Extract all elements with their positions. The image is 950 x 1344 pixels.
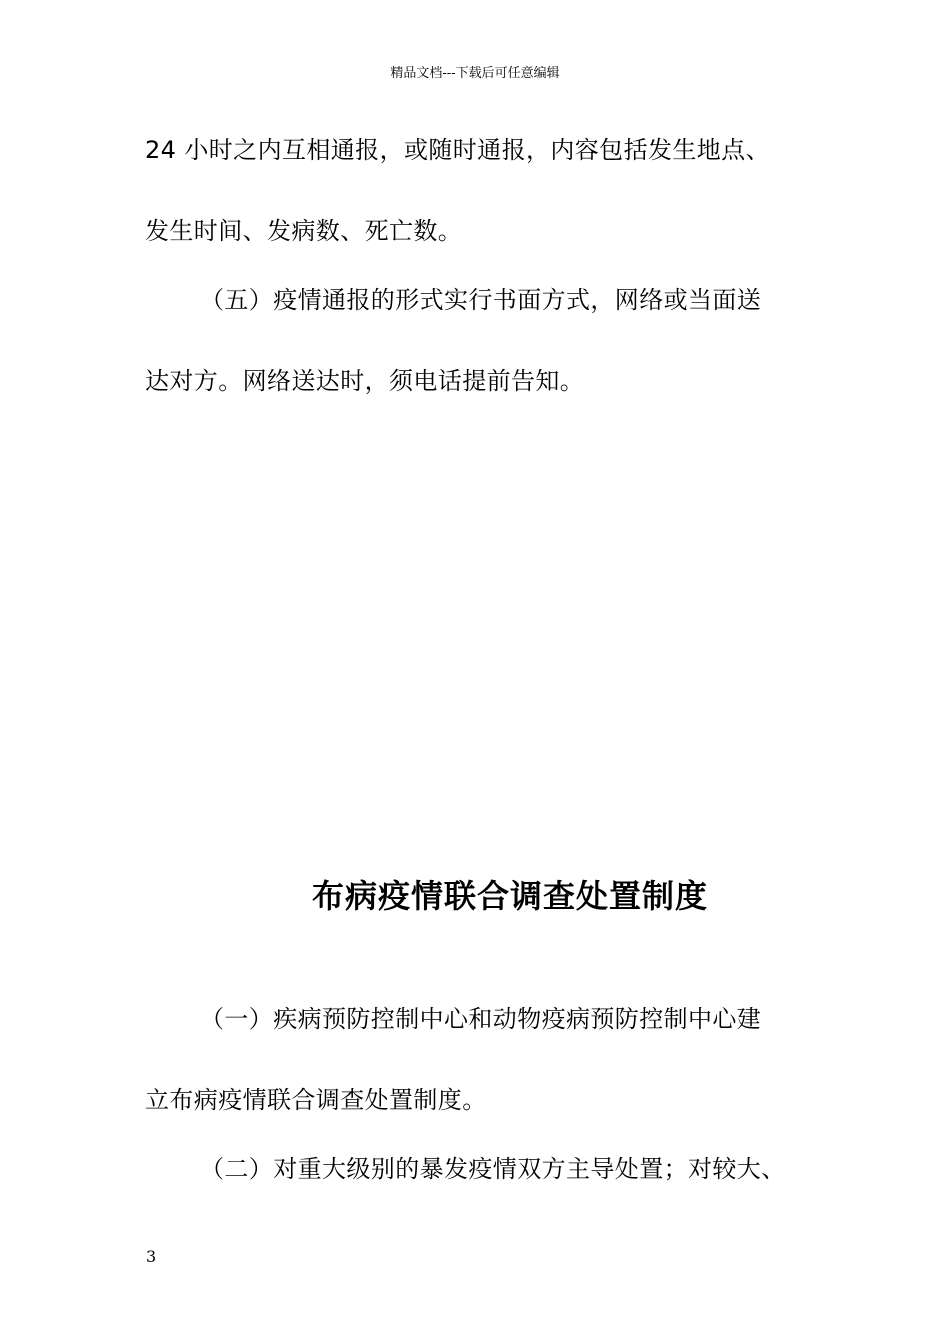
section-title: 布病疫情联合调查处置制度: [311, 877, 708, 915]
page-number: 3: [146, 1247, 157, 1266]
page-header: 精品文档---下载后可任意编辑: [390, 66, 560, 81]
body-line-1: 24 小时之内互相通报，或随时通报，内容包括发生地点、: [145, 136, 770, 164]
section-line-1: （一）疾病预防控制中心和动物疫病预防控制中心建: [200, 1005, 762, 1033]
body-line-3: （五）疫情通报的形式实行书面方式，网络或当面送: [200, 286, 762, 314]
body-line-2: 发生时间、发病数、死亡数。: [145, 217, 463, 245]
section-line-2: 立布病疫情联合调查处置制度。: [145, 1086, 487, 1114]
section-line-3: （二）对重大级别的暴发疫情双方主导处置；对较大、: [200, 1155, 786, 1183]
body-line-4: 达对方。网络送达时，须电话提前告知。: [145, 367, 585, 395]
